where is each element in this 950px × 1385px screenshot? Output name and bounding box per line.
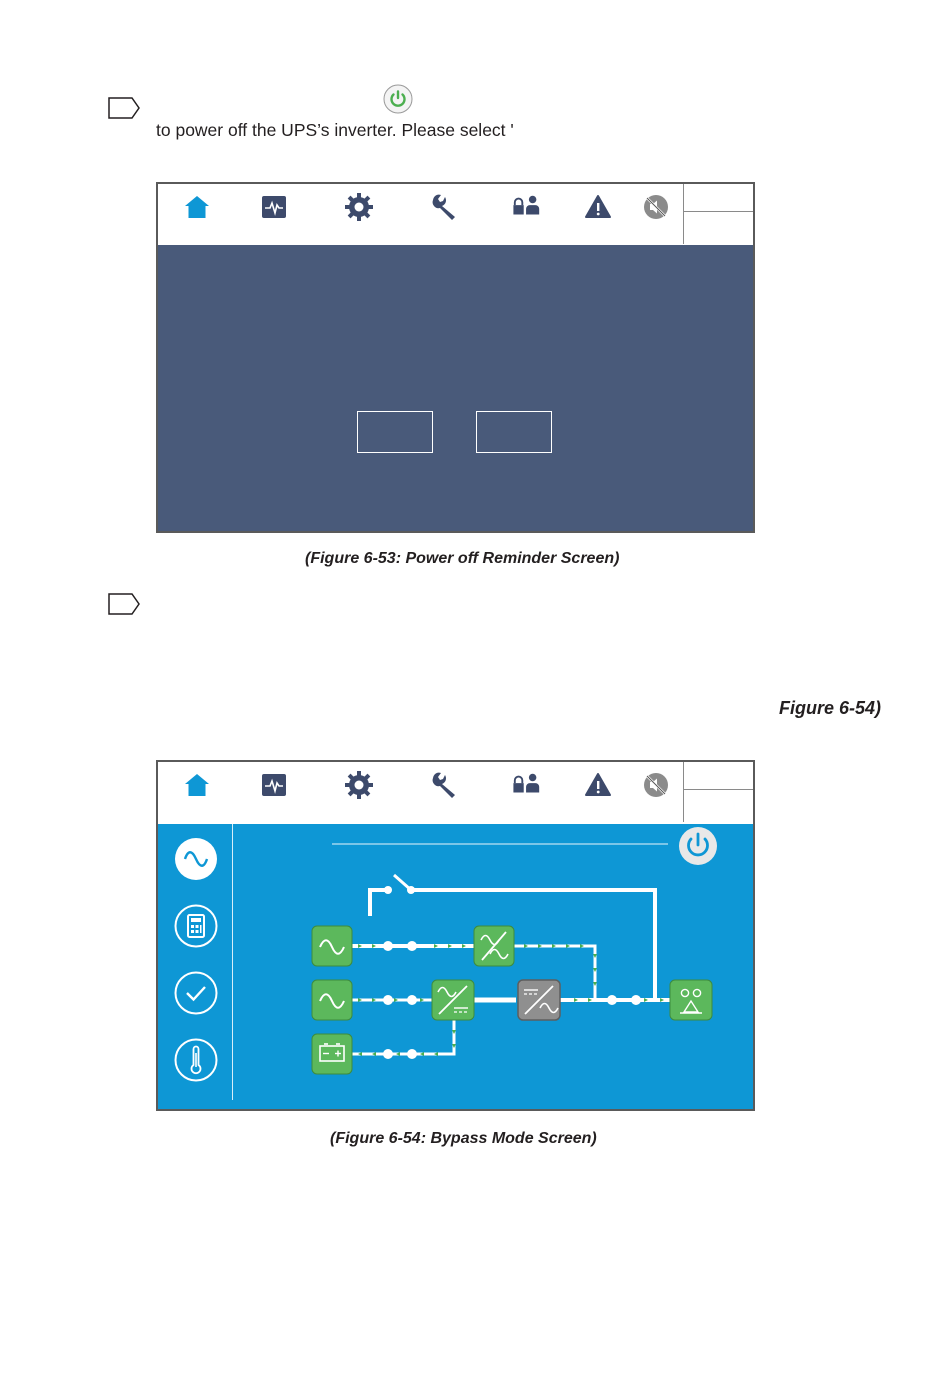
wrench-icon[interactable] (429, 770, 459, 800)
bypass-mode-screen (156, 760, 755, 1111)
note-tag-icon (108, 97, 140, 119)
power-button-icon (383, 84, 413, 114)
warning-icon[interactable] (583, 770, 613, 800)
battery-flow-line (352, 1020, 456, 1059)
load-output-module[interactable] (670, 980, 712, 1020)
no-button[interactable] (476, 411, 552, 453)
sidebar-divider (232, 824, 233, 1100)
thermometer-icon[interactable] (174, 1038, 218, 1082)
yes-button[interactable] (357, 411, 433, 453)
main-flow-line (352, 995, 670, 1005)
power-flow-diagram (234, 824, 753, 1110)
checkmark-icon[interactable] (174, 971, 218, 1015)
main-input-module[interactable] (312, 980, 352, 1020)
intro-line-2: to power off the UPS’s inverter. Please select ' (156, 120, 514, 140)
inverter-module[interactable] (518, 980, 560, 1020)
ac-sine-icon[interactable] (174, 837, 218, 881)
toolbar (158, 762, 683, 822)
toolbar (158, 184, 683, 244)
reminder-dialog (158, 245, 753, 531)
bypass-static-switch-module[interactable] (474, 926, 514, 966)
lock-user-icon[interactable] (512, 770, 542, 800)
rectifier-module[interactable] (432, 980, 474, 1020)
waveform-icon[interactable] (259, 192, 289, 222)
warning-icon[interactable] (583, 192, 613, 222)
status-divider (684, 789, 753, 790)
wrench-icon[interactable] (429, 192, 459, 222)
mute-icon[interactable] (641, 770, 671, 800)
bypass-input-module[interactable] (312, 926, 352, 966)
figure-54-caption: (Figure 6-54: Bypass Mode Screen) (330, 1130, 597, 1147)
status-divider (684, 211, 753, 212)
status-area (683, 184, 753, 244)
figure-54-reference: Figure 6-54) (779, 698, 882, 718)
battery-module[interactable] (312, 1034, 352, 1074)
home-icon[interactable] (182, 192, 212, 222)
calculator-icon[interactable] (174, 904, 218, 948)
inverter-power-button[interactable] (679, 827, 717, 865)
bypass-mimic-panel (158, 824, 753, 1110)
status-area (683, 762, 753, 822)
figure-53-caption: (Figure 6-53: Power off Reminder Screen) (305, 550, 620, 567)
gear-icon[interactable] (344, 192, 374, 222)
power-off-reminder-screen (156, 182, 755, 533)
mute-icon[interactable] (641, 192, 671, 222)
waveform-icon[interactable] (259, 770, 289, 800)
note-tag-icon (108, 593, 140, 615)
lock-user-icon[interactable] (512, 192, 542, 222)
gear-icon[interactable] (344, 770, 374, 800)
home-icon[interactable] (182, 770, 212, 800)
